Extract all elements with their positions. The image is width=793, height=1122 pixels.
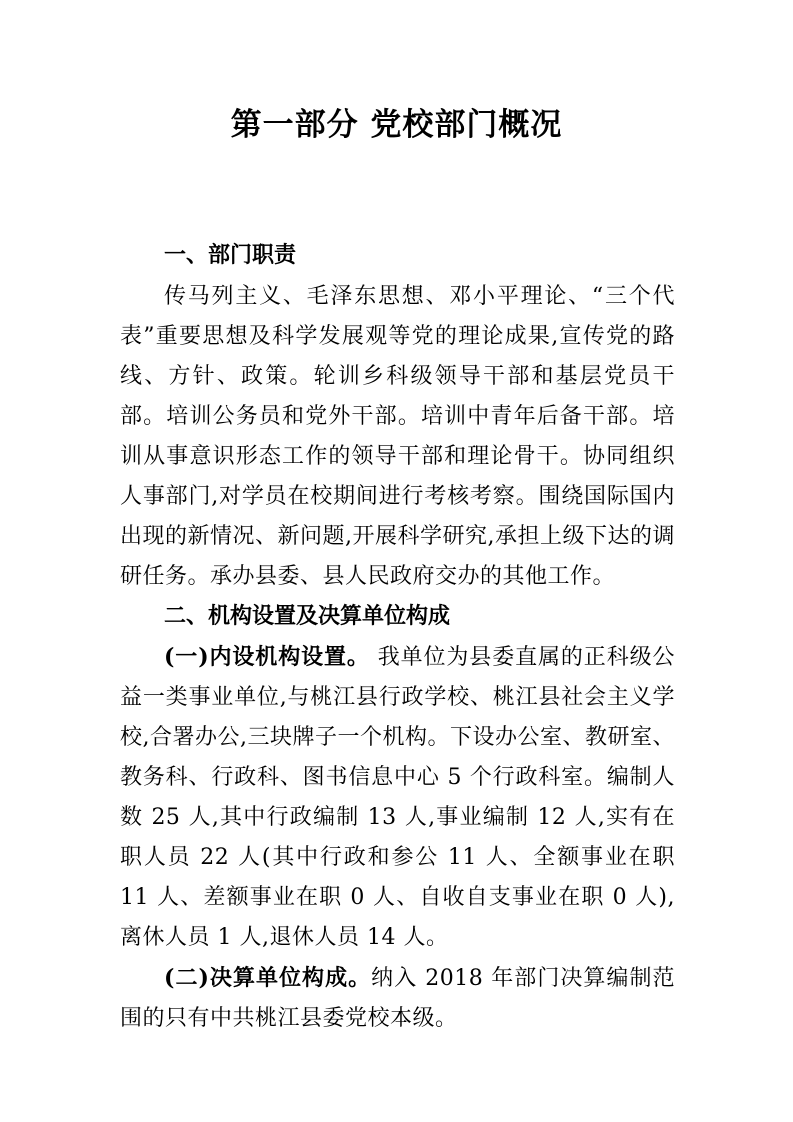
paragraph-duties-text: 传马列主义、毛泽东思想、邓小平理论、“三个代表”重要思想及科学发展观等党的理论成果,宣传党的路线、方针、政策。轮训乡科级领导干部和基层党员干部。培训公务员和党外干部。培训中青年后备干部。培训从事意识形态工作的领导干部和理论骨干。协同组织人事部门,对学员在校期间进行考核考察。围绕国际国内出现的新情况、新问题,开展科学研究,承担上级下达的调研任务。承办县委、县人民政府交办的其他工作。 bbox=[120, 284, 675, 589]
paragraph-accounting-units bbox=[120, 958, 675, 1039]
document-body bbox=[120, 236, 675, 1039]
section-heading-duties: 一、部门职责 bbox=[164, 243, 297, 268]
section-duties bbox=[120, 236, 675, 597]
paragraph-internal-structure bbox=[120, 637, 675, 958]
paragraph-internal-structure-lead: (一)内设机构设置。 bbox=[164, 644, 370, 670]
paragraph-accounting-units-text: 纳入 2018 年部门决算编制范围的只有中共桃江县委党校本级。 bbox=[120, 966, 675, 1031]
paragraph-internal-structure-text: 我单位为县委直属的正科级公益一类事业单位,与桃江县行政学校、桃江县社会主义学校,合署办公,三块牌子一个机构。下设办公室、教研室、教务科、行政科、图书信息中心 5 个行政科室。编制人数 25 人,其中行政编制 13 人,事业编制 12 人,实有在职人员 22 人(其中行政和参公 11 人、全额事业在职 11 人、差额事业在职 0 人、自收自支事业在职 0 人),离休人员 1 人,退休人员 14 人。 bbox=[120, 645, 675, 950]
paragraph-accounting-units-lead: (二)决算单位构成。 bbox=[164, 965, 372, 991]
section-heading-structure: 二、机构设置及决算单位构成 bbox=[164, 604, 451, 629]
document-title: 第一部分 党校部门概况 bbox=[230, 107, 563, 143]
section-structure bbox=[120, 597, 675, 1039]
paragraph-duties bbox=[120, 276, 675, 597]
